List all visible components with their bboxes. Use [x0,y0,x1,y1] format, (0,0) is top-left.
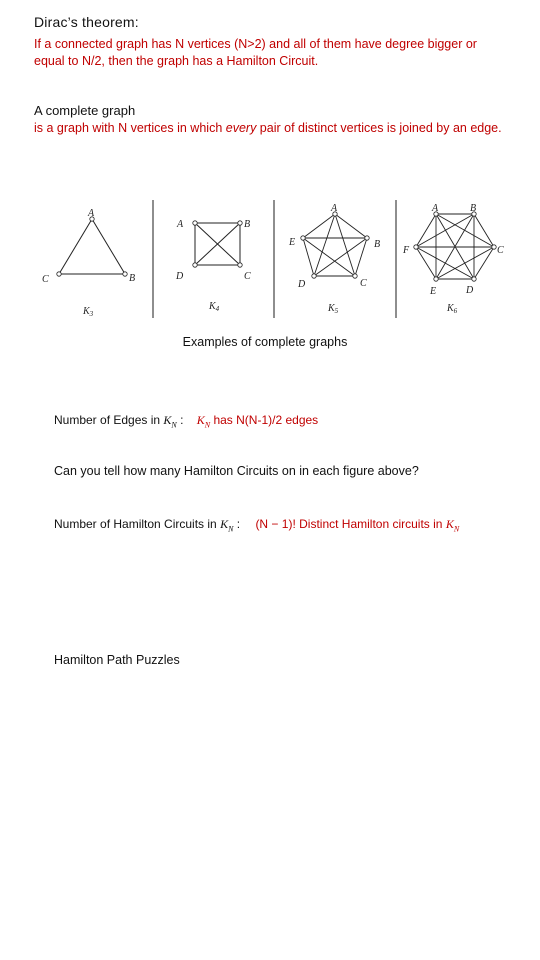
graph-edge [335,214,355,276]
graph-edge [474,214,494,247]
hamilton-question: Can you tell how many Hamilton Circuits on in each figure above? [54,464,419,478]
vertex-label: A [331,203,338,214]
graph-edge [303,238,355,276]
graph-vertex [57,272,61,276]
vertex-label: B [129,273,136,284]
graph-k4 [175,219,251,313]
vertex-label: A [432,203,439,214]
theorem-statement: If a connected graph has N vertices (N>2) and all of them have degree bigger or equal to N/2, then the graph has a Hamilton Circuit. [34,37,477,68]
circuits-colon: : [233,517,241,531]
edges-label: Number of Edges in [54,413,164,427]
graph-name: $K_5$ [328,303,339,315]
vertex-label: E [430,286,437,297]
graph-vertex [434,277,438,281]
graph-vertex [238,263,242,267]
graph-edge [314,214,335,276]
puzzles-title: Hamilton Path Puzzles [54,653,180,667]
edges-answer [196,413,319,430]
graph-edge [303,238,314,276]
graph-vertex [365,236,369,240]
definition-emphasis: every [225,121,257,135]
graph-edge [314,238,367,276]
graph-edge [416,214,436,247]
circuits-label: Number of Hamilton Circuits in [54,517,221,531]
graph-vertex [193,263,197,267]
vertex-label: A [88,208,95,219]
edges-colon: : [176,413,184,427]
complete-graphs-figure [0,190,540,330]
definition-pre: is a graph with N vertices in which [34,121,226,135]
edges-symbol: K [163,413,172,427]
edges-formula [54,413,318,429]
theorem-title: Dirac’s theorem: [34,14,139,30]
circuits-symbol-sub: N [228,524,234,534]
graph-vertex [301,236,305,240]
graph-vertex [353,274,357,278]
circuits-symbol: K [220,517,229,531]
graph-name: $K_4$ [209,301,220,313]
graph-k6 [402,203,504,315]
graph-k3 [42,208,135,318]
edges-answer-sub: N [204,420,211,430]
graph-edge [335,214,367,238]
graph-vertex [238,221,242,225]
graph-vertex [123,272,127,276]
graph-edge [355,238,367,276]
definition-post: pair of distinct vertices is joined by an edge. [256,121,502,135]
edges-symbol-sub: N [171,420,177,430]
vertex-label: B [470,203,477,214]
vertex-label: C [244,271,251,282]
graph-vertex [312,274,316,278]
vertex-label: B [374,239,381,250]
complete-graph-title: A complete graph [34,103,136,118]
graph-vertex [414,245,418,249]
vertex-label: A [177,219,184,230]
graph-name: $K_3$ [83,306,94,318]
circuits-answer-symbol: K [445,517,454,531]
circuits-answer-sub: N [453,524,460,534]
graph-vertex [472,277,476,281]
graph-vertex [492,245,496,249]
graph-edge [92,219,125,274]
circuits-answer-text: (N − 1)! Distinct Hamilton circuits in [255,517,446,531]
complete-graph-definition [34,120,504,137]
vertex-label: C [497,245,504,256]
vertex-label: B [244,219,251,230]
vertex-label: C [360,278,367,289]
circuits-answer [255,517,460,534]
vertex-label: D [298,279,306,290]
graph-name: $K_6$ [447,303,458,315]
graph-k5 [288,203,380,315]
vertex-label: D [466,285,474,296]
circuits-formula [54,517,459,533]
vertex-label: F [403,245,410,256]
edges-answer-symbol: K [196,413,205,427]
graph-edge [303,214,335,238]
vertex-label: E [289,237,296,248]
figure-caption: Examples of complete graphs [182,335,348,349]
vertex-label: D [176,271,184,282]
edges-answer-text: has N(N-1)/2 edges [210,413,319,427]
graph-edge [416,247,436,279]
vertex-label: C [42,274,49,285]
graph-vertex [193,221,197,225]
graph-edge [59,219,92,274]
graph-edge [474,247,494,279]
